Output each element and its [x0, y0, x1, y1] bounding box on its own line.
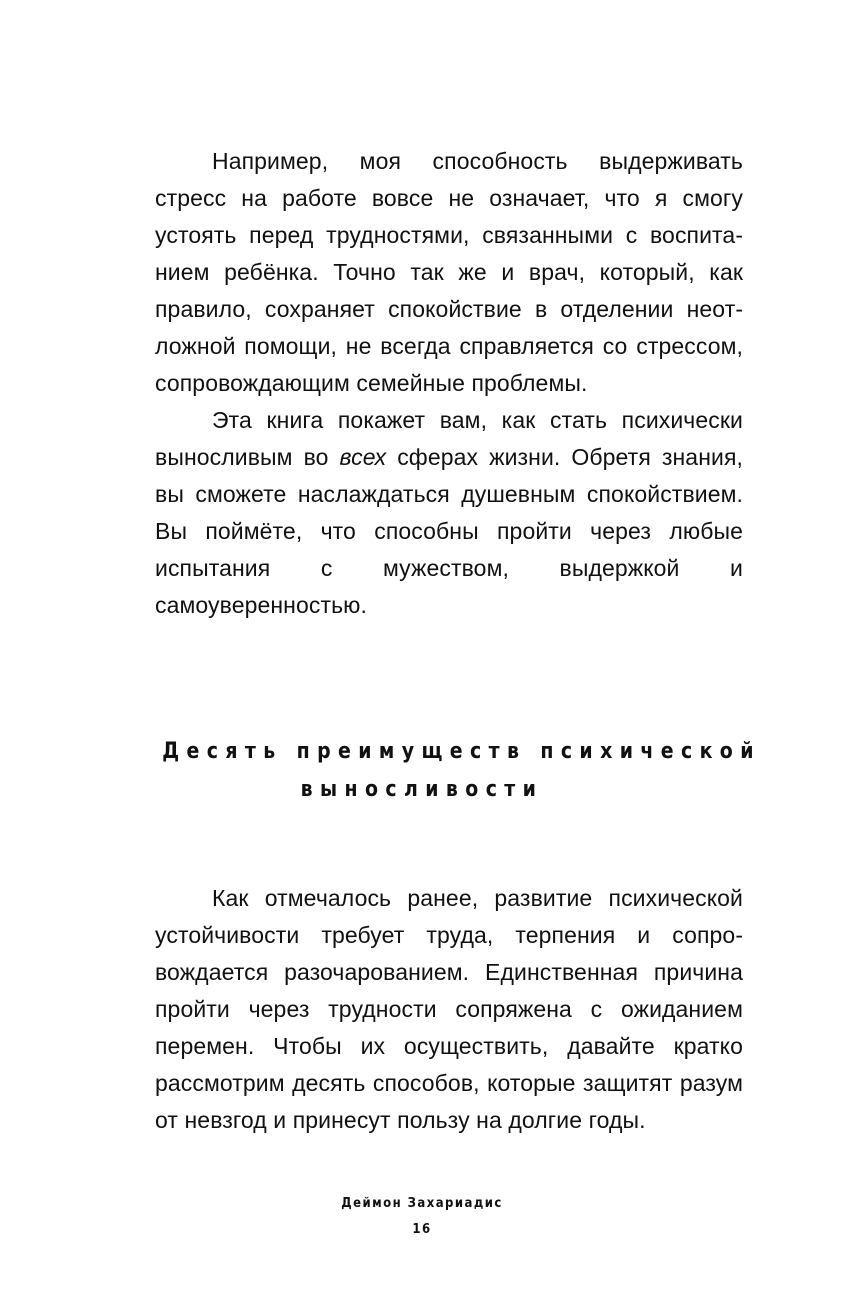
page-number: 16 — [412, 1222, 432, 1237]
paragraph-1 — [155, 143, 743, 402]
intro-text — [155, 143, 743, 624]
paragraph-2-emphasis: всех — [339, 444, 387, 470]
paragraph-2-text-end: сферах жизни. Обретя знания, вы сможете наслаждаться душевным спокойствием. Вы поймёте, что способны пройти через любые испытания с мужеством, выдержкой и самоуверенностью. — [155, 444, 743, 618]
paragraph-2-text-start: Эта книга покажет вам, как стать психически выносливым во — [155, 407, 743, 470]
page-footer — [0, 1191, 844, 1243]
section-text — [155, 880, 743, 1139]
section-heading-line-1: Десять преимуществ психической — [162, 739, 761, 764]
paragraph-3: Как отмечалось ранее, развитие психической устойчивости требует труда, терпения и сопровождается разочарованием. Единственная причина пройти через трудности сопряжена с ожиданием перемен. Чтобы их осуществить, давайте кратко рассмотрим десять способов, которые защитят разум от невзгод и принесут пользу на долгие годы. — [155, 885, 743, 1133]
section-heading — [162, 733, 761, 809]
section-heading-line-2: выносливости — [300, 777, 544, 802]
footer-author: Деймон Захариадис — [341, 1196, 503, 1211]
paragraph-1-text: Например, моя способность выдерживать стресс на работе вовсе не означает, что я смогу устоять перед трудностями, связанными с воспитанием ребёнка. Точно так же и врач, который, как правило, сохраняет спокойствие в отделении неотложной помощи, не всегда справляется со стрессом, сопровождающим семейные проблемы. — [155, 148, 743, 396]
paragraph-2 — [155, 402, 743, 624]
